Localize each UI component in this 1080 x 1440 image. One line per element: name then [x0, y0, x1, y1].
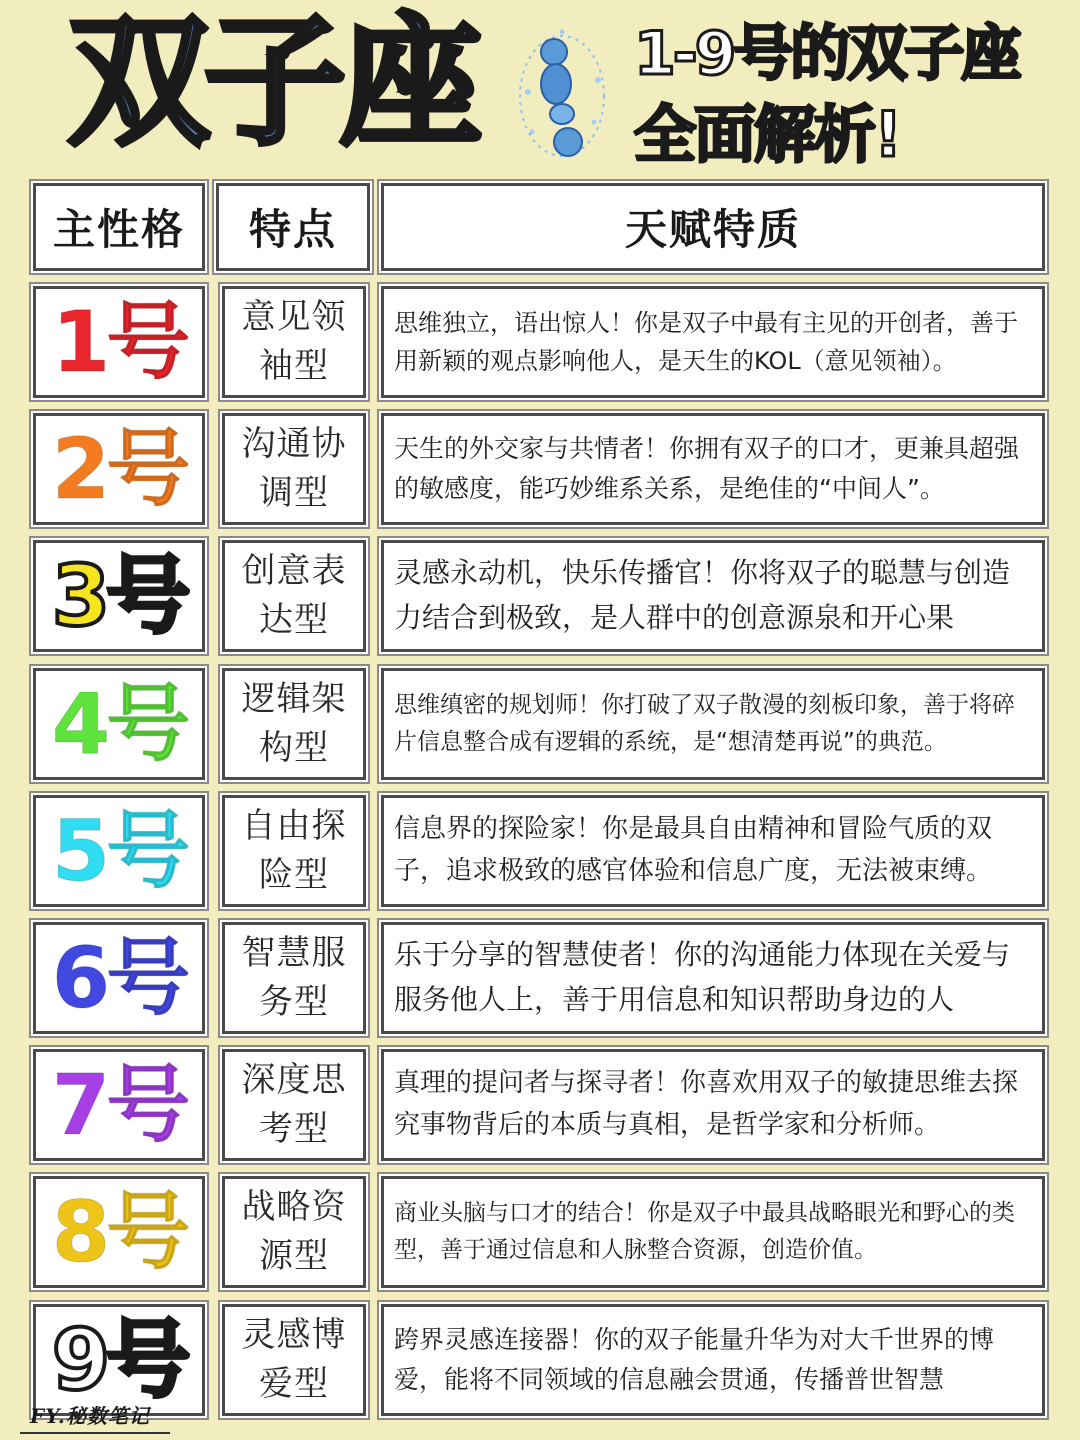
- row-number: 5号: [51, 802, 187, 900]
- row-type-cell: [222, 922, 366, 1034]
- watermark: FY.秘数笔记: [30, 1404, 150, 1428]
- page-title: 双子座: [68, 0, 476, 165]
- row-number-cell: [33, 795, 205, 907]
- row-number-cell: [33, 286, 205, 398]
- row-description-cell: [381, 668, 1045, 780]
- column-header-talent: [381, 183, 1045, 271]
- row-number-cell: [33, 1176, 205, 1288]
- row-description-cell: [381, 413, 1045, 525]
- subtitle-line1: 1-9号的双子座: [634, 19, 1019, 89]
- column-header-personality-label: 主性格: [52, 205, 185, 254]
- row-description: 乐于分享的智慧使者！你的沟通能力体现在关爱与服务他人上，善于用信息和知识帮助身边的人: [394, 938, 1011, 1016]
- row-number: 6号: [51, 929, 187, 1027]
- row-type-cell: [222, 1176, 366, 1288]
- column-header-feature: [216, 183, 370, 271]
- row-description: 思维缜密的规划师！你打破了双子散漫的刻板印象，善于将碎片信息整合成有逻辑的系统，是“想清楚再说”的典范。: [394, 692, 1015, 755]
- row-description: 跨界灵感连接器！你的双子能量升华为对大千世界的博爱，能将不同领域的信息融会贯通，传播普世智慧: [394, 1325, 995, 1394]
- row-type-cell: [222, 1304, 366, 1416]
- row-type-cell: [222, 795, 366, 907]
- row-description: 灵感永动机，快乐传播官！你将双子的聪慧与创造力结合到极致，是人群中的创意源泉和开心果: [394, 556, 1011, 634]
- row-description-cell: [381, 540, 1045, 652]
- subtitle-line2: 全面解析!: [634, 98, 901, 171]
- row-type: 自由探险型: [241, 805, 347, 895]
- column-header-personality: [33, 183, 205, 271]
- row-type-cell: [222, 540, 366, 652]
- row-number: 4号: [51, 675, 187, 773]
- row-type: 创意表达型: [241, 550, 347, 640]
- row-type: 逻辑架构型: [241, 678, 347, 768]
- row-description: 思维独立，语出惊人！你是双子中最有主见的开创者，善于用新颖的观点影响他人，是天生的KOL（意见领袖）。: [394, 308, 1018, 375]
- gemini-twins-icon: [514, 22, 610, 170]
- watermark-underline: [20, 1432, 170, 1434]
- row-description-cell: [381, 1176, 1045, 1288]
- row-description-cell: [381, 1049, 1045, 1161]
- row-number-cell: [33, 540, 205, 652]
- row-description: 信息界的探险家！你是最具自由精神和冒险气质的双子，追求极致的感官体验和信息广度，无法被束缚。: [394, 814, 993, 886]
- row-description: 真理的提问者与探寻者！你喜欢用双子的敏捷思维去探究事物背后的本质与真相，是哲学家和分析师。: [394, 1068, 1019, 1140]
- row-description-cell: [381, 922, 1045, 1034]
- row-type: 沟通协调型: [241, 423, 347, 513]
- row-type-cell: [222, 1049, 366, 1161]
- row-type-cell: [222, 413, 366, 525]
- row-number-cell: [33, 668, 205, 780]
- row-number-cell: [33, 413, 205, 525]
- row-type-cell: [222, 668, 366, 780]
- row-description: 商业头脑与口才的结合！你是双子中最具战略眼光和野心的类型，善于通过信息和人脉整合资源，创造价值。: [394, 1200, 1015, 1263]
- row-number: 9号: [51, 1311, 187, 1409]
- row-description-cell: [381, 1304, 1045, 1416]
- row-type: 意见领袖型: [241, 296, 347, 386]
- row-number: 8号: [51, 1183, 187, 1281]
- row-type: 智慧服务型: [241, 932, 347, 1022]
- row-number: 3号: [51, 547, 187, 645]
- column-header-talent-label: 天赋特质: [624, 205, 801, 254]
- row-number: 1号: [51, 293, 187, 391]
- row-type: 深度思考型: [241, 1059, 347, 1149]
- row-type-cell: [222, 286, 366, 398]
- row-description-cell: [381, 286, 1045, 398]
- column-header-feature-label: 特点: [248, 205, 337, 254]
- row-description-cell: [381, 795, 1045, 907]
- row-type: 战略资源型: [241, 1186, 347, 1276]
- row-number-cell: [33, 922, 205, 1034]
- row-number-cell: [33, 1049, 205, 1161]
- row-description: 天生的外交家与共情者！你拥有双子的口才，更兼具超强的敏感度，能巧妙维系关系，是绝佳的“中间人”。: [394, 434, 1020, 503]
- row-number: 2号: [51, 420, 187, 518]
- row-type: 灵感博爱型: [241, 1314, 347, 1404]
- row-number: 7号: [51, 1056, 187, 1154]
